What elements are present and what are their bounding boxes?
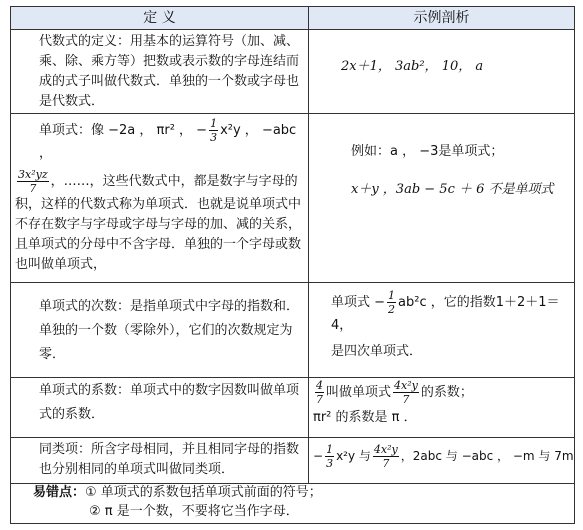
definition-text: x²y ， −abc ， xyxy=(39,123,297,161)
definition-text: 单项式的系数：单项式中的数字因数叫做单项式的系数． xyxy=(39,383,300,422)
fraction-denominator: 7 xyxy=(316,393,323,406)
note-label: 易错点： xyxy=(33,485,86,500)
common-mistakes-note xyxy=(11,483,574,523)
example-line xyxy=(331,289,571,336)
fraction-numerator: 4 xyxy=(316,379,323,392)
definition-text: 同类项：所含字母相同，并且相同字母的指数也分别相同的单项式叫做同类项． xyxy=(39,442,300,477)
example-text: x²y 与 xyxy=(336,449,371,463)
fraction-denominator: 3 xyxy=(210,131,218,144)
definition-text: 单项式：像 −2a ， πr² ， − xyxy=(39,123,208,138)
example-text: ，2abc 与 −abc ， −m 与 7m xyxy=(400,449,574,463)
example-algebraic-expression xyxy=(341,57,571,77)
definition-text: ，……，这些代数式中，都是数字与字母的积，这样的代数式称为单项式．也就是说单项式中不存在数字与字母或字母与字母的加、减的关系，且单项式的分母中不含字母．单独的一个字母或数也叫做单项式， xyxy=(15,174,302,272)
example-text: πr² 的系数是 π ． xyxy=(313,410,417,425)
example-text: x＋y ，3ab − 5c ＋ 6 不是单项式 xyxy=(351,182,554,197)
fraction-denominator: 7 xyxy=(382,457,390,470)
definition-degree xyxy=(15,295,303,367)
fraction-numerator: 1 xyxy=(388,289,396,302)
example-text: 是四次单项式． xyxy=(331,344,423,359)
example-monomial xyxy=(351,142,571,200)
header-definition xyxy=(11,7,308,29)
fraction-denominator: 7 xyxy=(402,393,410,406)
note-line xyxy=(33,483,574,502)
fraction xyxy=(315,379,324,406)
fraction xyxy=(393,379,419,406)
header-definition-label: 定 义 xyxy=(143,10,176,26)
definition-line xyxy=(15,117,303,164)
example-line xyxy=(313,443,575,470)
note-item: ① 单项式的系数包括单项式前面的符号； xyxy=(85,485,322,500)
example-like-terms xyxy=(313,443,575,470)
example-text: ab²c ，它的指数1＋2＋1＝4， xyxy=(331,295,560,333)
definition-text: 代数式的定义：用基本的运算符号（加、减、乘、除、乘方等）把数或表示数的字母连结而成的式子叫做代数式．单独的一个数或字母也是代数式． xyxy=(39,34,300,109)
fraction-numerator: 1 xyxy=(210,117,218,130)
header-example-label: 示例剖析 xyxy=(413,10,470,26)
row-divider xyxy=(11,377,574,378)
definition-monomial xyxy=(15,117,303,275)
fraction-denominator: 7 xyxy=(29,182,37,195)
row-divider xyxy=(11,113,574,114)
example-text: 叫做单项式 xyxy=(326,385,392,400)
fraction-denominator: 2 xyxy=(388,303,396,316)
example-text: 例如：a ， −3是单项式； xyxy=(351,144,504,159)
fraction-numerator: 4x²y xyxy=(394,379,418,392)
fraction-numerator: 4x²y xyxy=(373,443,398,456)
fraction-numerator: 3x²yz xyxy=(18,168,48,181)
example-text: 的系数； xyxy=(420,385,473,400)
column-divider xyxy=(308,7,309,483)
example-text: − xyxy=(313,449,324,463)
row-divider xyxy=(11,437,574,438)
row-divider xyxy=(11,282,574,283)
example-text: 2x＋1， 3ab²， 10， a xyxy=(341,59,484,74)
note-item: ② π 是一个数，不要将它当作字母． xyxy=(89,504,299,519)
concept-table xyxy=(10,6,575,524)
definition-line xyxy=(15,168,303,275)
fraction-denominator: 3 xyxy=(326,457,334,470)
definition-like-terms xyxy=(15,440,303,480)
definition-text: 单项式的次数：是指单项式中字母的指数和．单独的一个数（零除外），它们的次数规定为零． xyxy=(39,299,300,362)
row-divider xyxy=(11,29,574,30)
fraction xyxy=(387,289,396,316)
fraction xyxy=(325,443,334,470)
example-line xyxy=(313,379,571,406)
fraction xyxy=(17,168,49,195)
header-example xyxy=(309,7,574,29)
fraction-numerator: 1 xyxy=(326,443,334,456)
definition-algebraic-expression xyxy=(15,32,303,112)
definition-coefficient xyxy=(15,379,303,427)
example-text: 单项式 − xyxy=(331,295,386,310)
fraction xyxy=(373,443,399,470)
fraction xyxy=(209,117,218,144)
example-degree xyxy=(331,289,571,362)
example-coefficient xyxy=(313,379,571,428)
